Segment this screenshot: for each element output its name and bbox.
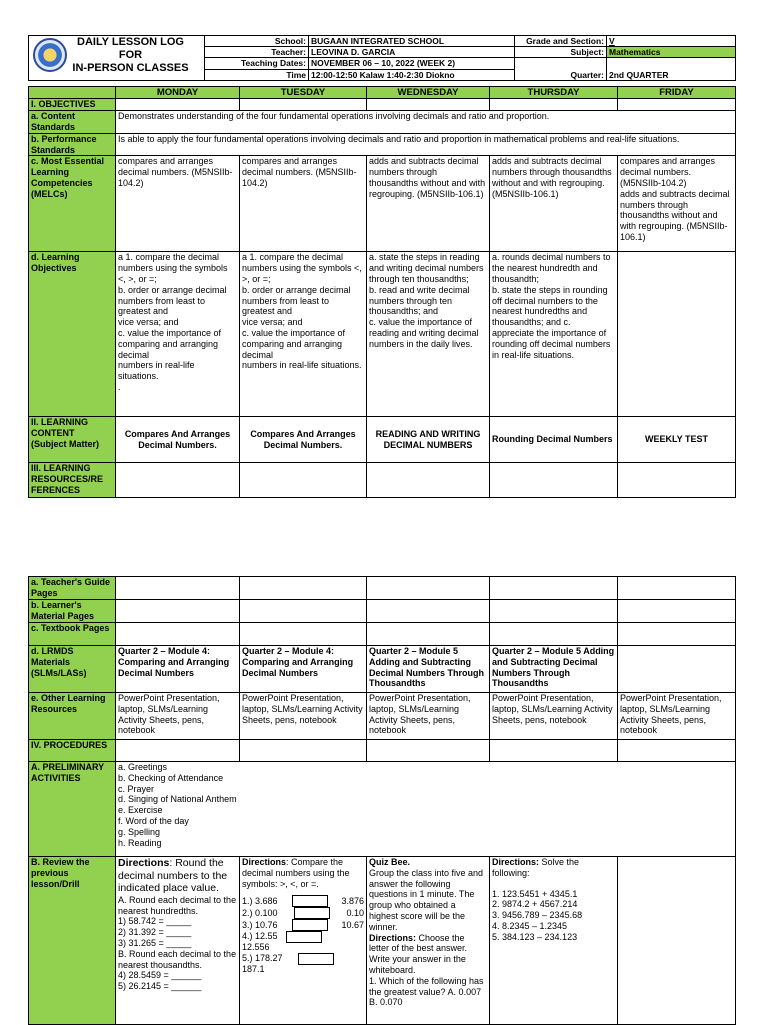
procedures-heading: IV. PROCEDURES: [29, 740, 116, 762]
topic-monday: Compares And Arranges Decimal Numbers.: [116, 417, 240, 463]
time-label: Time: [205, 69, 309, 80]
topic-tuesday: Compares And Arranges Decimal Numbers.: [240, 417, 367, 463]
melc-tuesday: compares and arranges decimal numbers. (M5NSIIb-104.2): [240, 156, 367, 252]
objective-tuesday: a 1. compare the decimal numbers using the symbols <, >, or =; b. order or arrange decimal numbers from least to greatest and vice versa; and c. value the importance of comparing and arranging decimal numbers in real-life situations.: [240, 252, 367, 417]
objectives-table: [28, 86, 736, 498]
teacher-value: LEOVINA D. GARCIA: [309, 47, 515, 58]
time-value: 12:00-12:50 Kalaw 1:40-2:30 Diokno: [309, 69, 515, 80]
other-wednesday: PowerPoint Presentation, laptop, SLMs/Learning Activity Sheets, pens, notebook: [367, 693, 490, 740]
teaching-dates-label: Teaching Dates:: [205, 58, 309, 69]
topic-friday: WEEKLY TEST: [618, 417, 736, 463]
resources-procedures-table: [28, 576, 736, 1025]
other-friday: PowerPoint Presentation, laptop, SLMs/Learning Activity Sheets, pens, notebook: [618, 693, 736, 740]
lrmds-label: d. LRMDS Materials (SLMs/LASs): [29, 646, 116, 693]
teachers-guide-label: a. Teacher's Guide Pages: [29, 577, 116, 600]
lrmds-thursday: Quarter 2 – Module 5 Adding and Subtracting Decimal Numbers Through Thousandths: [490, 646, 618, 693]
review-thursday: [490, 857, 618, 1025]
resources-label: III. LEARNING RESOURCES/RE FERENCES: [29, 463, 116, 498]
title-cell: [29, 36, 205, 81]
objectives-heading: I. OBJECTIVES: [29, 99, 116, 111]
review-wednesday: [367, 857, 490, 1025]
performance-standards-label: b. Performance Standards: [29, 133, 116, 156]
day-thursday: THURSDAY: [490, 87, 618, 99]
objective-thursday: a. rounds decimal numbers to the nearest hundredth and thousandth; b. state the steps in rounding off decimal numbers to the nearest hundredths and thousandths; and c. appreciate the importance of rounding off decimal numbers in real-life situations.: [490, 252, 618, 417]
monday-review-body: A. Round each decimal to the nearest hundredths. 1) 58.742 = _____ 2) 31.392 = _____ 3) 31.265 = _____ B. Round each decimal to the nearest thousandths. 4) 28.5459 = ______ 5) 26.2145 = ______: [118, 894, 237, 992]
content-standards-text: Demonstrates understanding of the four fundamental operations involving decimals and ratio and proportion.: [116, 111, 736, 134]
day-wednesday: WEDNESDAY: [367, 87, 490, 99]
objective-friday: [618, 252, 736, 417]
compare-item: 2.) 0.100 0.10: [242, 907, 364, 918]
answer-box: [292, 919, 328, 931]
lrmds-tuesday: Quarter 2 – Module 4: Comparing and Arranging Decimal Numbers: [240, 646, 367, 693]
review-monday: [116, 857, 240, 1025]
monday-directions-label: Directions: [118, 857, 170, 869]
wednesday-title: Quiz Bee.: [369, 857, 411, 867]
content-standards-label: a. Content Standards: [29, 111, 116, 134]
textbook-label: c. Textbook Pages: [29, 623, 116, 646]
compare-item: 1.) 3.686 3.876: [242, 895, 364, 906]
lrmds-wednesday: Quarter 2 – Module 5 Adding and Subtracting Decimal Numbers Through Thousandths: [367, 646, 490, 693]
header-table: [28, 35, 736, 81]
lrmds-friday: [618, 646, 736, 693]
thursday-items: 1. 123.5451 + 4345.1 2. 9874.2 + 4567.214 3. 9456.789 – 2345.68 4. 8.2345 – 1.2345 5. 384.123 – 234.123: [492, 888, 583, 942]
preliminary-activities: a. Greetings b. Checking of Attendance c. Prayer d. Singing of National Anthem e. Exercise f. Word of the day g. Spelling h. Reading: [116, 762, 736, 857]
answer-box: [292, 895, 328, 907]
day-tuesday: TUESDAY: [240, 87, 367, 99]
melc-thursday: adds and subtracts decimal numbers through thousandths without and with regrouping. (M5NSIIb-106.1): [490, 156, 618, 252]
compare-item: 5.) 178.27 187.1: [242, 953, 364, 975]
review-tuesday: [240, 857, 367, 1025]
topic-thursday: Rounding Decimal Numbers: [490, 417, 618, 463]
lrmds-monday: Quarter 2 – Module 4: Comparing and Arranging Decimal Numbers: [116, 646, 240, 693]
day-header-row: [29, 87, 736, 99]
grade-section-value: V: [607, 36, 736, 47]
grade-section-label: Grade and Section:: [515, 36, 607, 47]
compare-item: 3.) 10.76 10.67: [242, 919, 364, 930]
other-monday: PowerPoint Presentation, laptop, SLMs/Learning Activity Sheets, pens, notebook: [116, 693, 240, 740]
deped-seal-icon: [33, 38, 67, 72]
school-label: School:: [205, 36, 309, 47]
wednesday-directions-label: Directions:: [369, 932, 417, 943]
melc-friday: compares and arranges decimal numbers. (M5NSIIb-104.2) adds and subtracts decimal numbers through thousandths without and with regrouping. (M5NSIIb-106.1): [618, 156, 736, 252]
melcs-label: c. Most Essential Learning Competencies (MELCs): [29, 156, 116, 252]
quarter-value: 2nd QUARTER: [607, 58, 736, 80]
learners-material-label: b. Learner's Material Pages: [29, 600, 116, 623]
other-tuesday: PowerPoint Presentation, laptop, SLMs/Learning Activity Sheets, pens, notebook: [240, 693, 367, 740]
day-monday: MONDAY: [116, 87, 240, 99]
melc-monday: compares and arranges decimal numbers. (M5NSIIb-104.2): [116, 156, 240, 252]
answer-box: [286, 931, 322, 943]
school-value: BUGAAN INTEGRATED SCHOOL: [309, 36, 515, 47]
topic-wednesday: READING AND WRITING DECIMAL NUMBERS: [367, 417, 490, 463]
learning-objectives-label: d. Learning Objectives: [29, 252, 116, 417]
wednesday-body2: Choose the letter of the best answer. Write your answer in the whiteboard. 1. Which of the following has the greatest value? A. 0.007 B. 0.070: [369, 932, 484, 1008]
melc-wednesday: adds and subtracts decimal numbers through thousandths without and with regrouping. (M5NSIIb-106.1): [367, 156, 490, 252]
compare-item: 4.) 12.55 12.556: [242, 931, 364, 953]
preliminary-label: A. PRELIMINARY ACTIVITIES: [29, 762, 116, 857]
other-resources-label: e. Other Learning Resources: [29, 693, 116, 740]
teaching-dates-value: NOVEMBER 06 – 10, 2022 (WEEK 2): [309, 58, 515, 69]
thursday-directions-label: Directions:: [492, 857, 540, 867]
wednesday-body1: Group the class into five and answer the following questions in 1 minute. The group who obtained a highest score will be the winner.: [369, 867, 484, 932]
teacher-label: Teacher:: [205, 47, 309, 58]
tuesday-directions: : Compare the decimal numbers using the symbols: >, <, or =.: [242, 857, 350, 889]
objective-monday: a 1. compare the decimal numbers using the symbols <, >, or =; b. order or arrange decimal numbers from least to greatest and vice versa; and c. value the importance of comparing and arranging decimal numbers in real-life situations. .: [116, 252, 240, 417]
answer-box: [298, 953, 334, 965]
thursday-directions: Solve the following:: [492, 857, 580, 878]
quarter-label: Quarter:: [515, 58, 607, 80]
learning-content-label: II. LEARNING CONTENT (Subject Matter): [29, 417, 116, 463]
answer-box: [294, 907, 330, 919]
day-header-blank: [29, 87, 116, 99]
tuesday-directions-label: Directions: [242, 857, 287, 867]
monday-directions: : Round the decimal numbers to the indicated place value.: [118, 857, 228, 895]
review-friday: [618, 857, 736, 1025]
review-label: B. Review the previous lesson/Drill: [29, 857, 116, 1025]
subject-label: Subject:: [515, 47, 607, 58]
day-friday: FRIDAY: [618, 87, 736, 99]
other-thursday: PowerPoint Presentation, laptop, SLMs/Learning Activity Sheets, pens, notebook: [490, 693, 618, 740]
page-title: DAILY LESSON LOG FOR IN-PERSON CLASSES: [72, 36, 189, 75]
objective-wednesday: a. state the steps in reading and writing decimal numbers through ten thousandths; b. read and write decimal numbers through ten thousandths; and c. value the importance of reading and writing decimal numbers in the daily lives.: [367, 252, 490, 417]
subject-value: Mathematics: [607, 47, 736, 58]
performance-standards-text: Is able to apply the four fundamental operations involving decimals and ratio and proportion in mathematical problems and real-life situations.: [116, 133, 736, 156]
